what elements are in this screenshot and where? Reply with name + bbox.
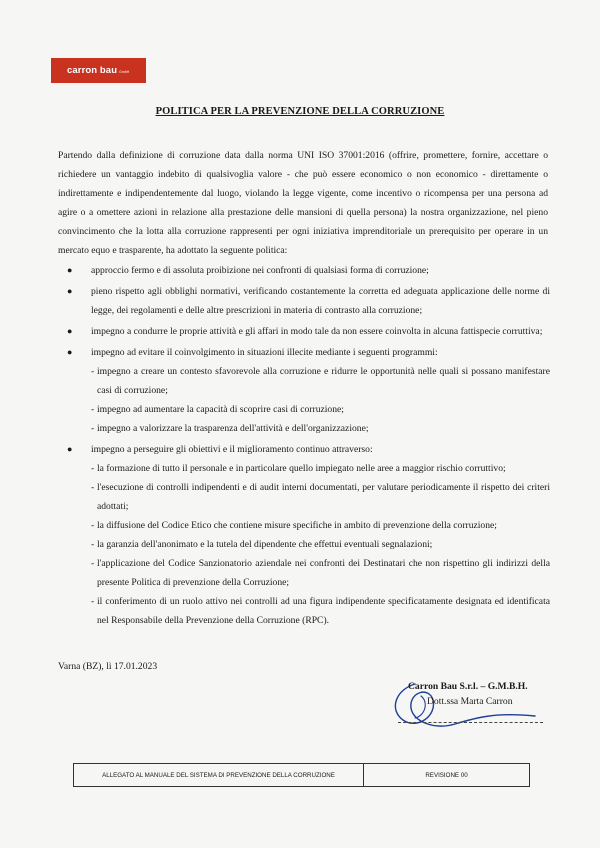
dash-icon: - xyxy=(91,520,95,531)
dash-icon: - xyxy=(91,423,95,434)
policy-item xyxy=(58,282,550,320)
objective-item xyxy=(91,478,550,516)
footer-document-ref: ALLEGATO AL MANUALE DEL SISTEMA DI PREVENZIONE DELLA CORRUZIONE xyxy=(74,764,364,786)
policy-item-text: impegno a condurre le proprie attività e gli affari in modo tale da non essere coinvolta in alcuna fattispecie corruttiva; xyxy=(91,326,543,337)
objective-item-text: l'applicazione del Codice Sanzionatorio aziendale nei confronti dei Destinatari che non rispettino gli indirizzi della presente Politica di prevenzione della Corruzione; xyxy=(97,558,550,588)
program-item-text: impegno a valorizzare la trasparenza dell'attività e dell'organizzazione; xyxy=(97,423,369,434)
policy-item xyxy=(58,343,550,438)
policy-item-text: approccio fermo e di assoluta proibizione nei confronti di qualsiasi forma di corruzione; xyxy=(91,265,429,276)
bullet-icon: ● xyxy=(67,347,73,357)
dash-icon: - xyxy=(91,366,95,377)
logo-subtext: GmbH xyxy=(119,69,130,74)
bullet-icon: ● xyxy=(67,326,73,336)
policy-item-text: impegno a perseguire gli obiettivi e il miglioramento continuo attraverso: xyxy=(91,444,373,455)
policy-item xyxy=(58,440,550,630)
program-item xyxy=(91,362,550,400)
dash-icon: - xyxy=(91,596,95,607)
footer-box xyxy=(73,763,530,787)
program-item xyxy=(91,400,550,419)
dash-icon: - xyxy=(91,558,95,569)
program-item xyxy=(91,419,550,438)
dash-icon: - xyxy=(91,404,95,415)
policy-item xyxy=(58,261,550,280)
program-item-text: impegno ad aumentare la capacità di scoprire casi di corruzione; xyxy=(97,404,344,415)
policy-item xyxy=(58,322,550,341)
footer-revision: REVISIONE 00 xyxy=(425,771,468,779)
objective-item xyxy=(91,459,550,478)
policy-list xyxy=(58,261,550,632)
signature-company: Carron Bau S.r.l. – G.M.B.H. xyxy=(408,681,528,692)
objective-item xyxy=(91,592,550,630)
dash-icon: - xyxy=(91,463,95,474)
intro-paragraph: Partendo dalla definizione di corruzione data dalla norma UNI ISO 37001:2016 (offrire, promettere, fornire, accettare o richiedere un vantaggio indebito di qualsivoglia valore - che può essere economico o non economico - direttamente o indirettamente e indipendentemente dal luogo, violando la legge vigente, come incentivo o ricompensa per una persona ad agire o a omettere azioni in relazione alla prestazione delle mansioni di quella persona) la nostra organizzazione, nel pieno convincimento che la lotta alla corruzione rappresenti per ogni iniziativa imprenditoriale un prerequisito per operare in un mercato equo e trasparente, ha adottato la seguente politica: xyxy=(58,150,548,256)
bullet-icon: ● xyxy=(67,444,73,454)
programs-sublist xyxy=(91,362,550,438)
dash-icon: - xyxy=(91,482,95,493)
policy-item-text: pieno rispetto agli obblighi normativi, verificando costantemente la corretta ed adeguata applicazione delle norme di legge, dei regolamenti e delle altre prescrizioni in materia di contrasto alla corruzione; xyxy=(91,286,550,316)
document-title: POLITICA PER LA PREVENZIONE DELLA CORRUZIONE xyxy=(155,106,445,117)
signature-line xyxy=(398,722,543,723)
place-date: Varna (BZ), lì 17.01.2023 xyxy=(58,661,158,672)
objective-item xyxy=(91,535,550,554)
program-item-text: impegno a creare un contesto sfavorevole alla corruzione e ridurre le opportunità nelle quali si possano manifestare casi di corruzione; xyxy=(97,366,550,396)
objective-item xyxy=(91,516,550,535)
policy-item-text: impegno ad evitare il coinvolgimento in situazioni illecite mediante i seguenti programmi: xyxy=(91,347,438,358)
dash-icon: - xyxy=(91,539,95,550)
objectives-sublist xyxy=(91,459,550,630)
bullet-icon: ● xyxy=(67,286,73,296)
logo-text: carron bau xyxy=(67,65,118,76)
objective-item-text: l'esecuzione di controlli indipendenti e di audit interni documentati, per valutare periodicamente il rispetto dei criteri adottati; xyxy=(97,482,550,512)
objective-item xyxy=(91,554,550,592)
bullet-icon: ● xyxy=(67,265,73,275)
objective-item-text: la garanzia dell'anonimato e la tutela del dipendente che effettui eventuali segnalazioni; xyxy=(97,539,433,550)
signature-person: Dott.ssa Marta Carron xyxy=(427,696,513,707)
objective-item-text: la diffusione del Codice Etico che contiene misure specifiche in ambito di prevenzione della corruzione; xyxy=(97,520,497,531)
objective-item-text: la formazione di tutto il personale e in particolare quello impiegato nelle aree a maggior rischio corruttivo; xyxy=(97,463,506,474)
objective-item-text: il conferimento di un ruolo attivo nei controlli ad una figura indipendente specificatamente designata ed identificata nel Responsabile della Prevenzione della Corruzione (RPC). xyxy=(97,596,550,626)
company-logo xyxy=(51,58,146,83)
